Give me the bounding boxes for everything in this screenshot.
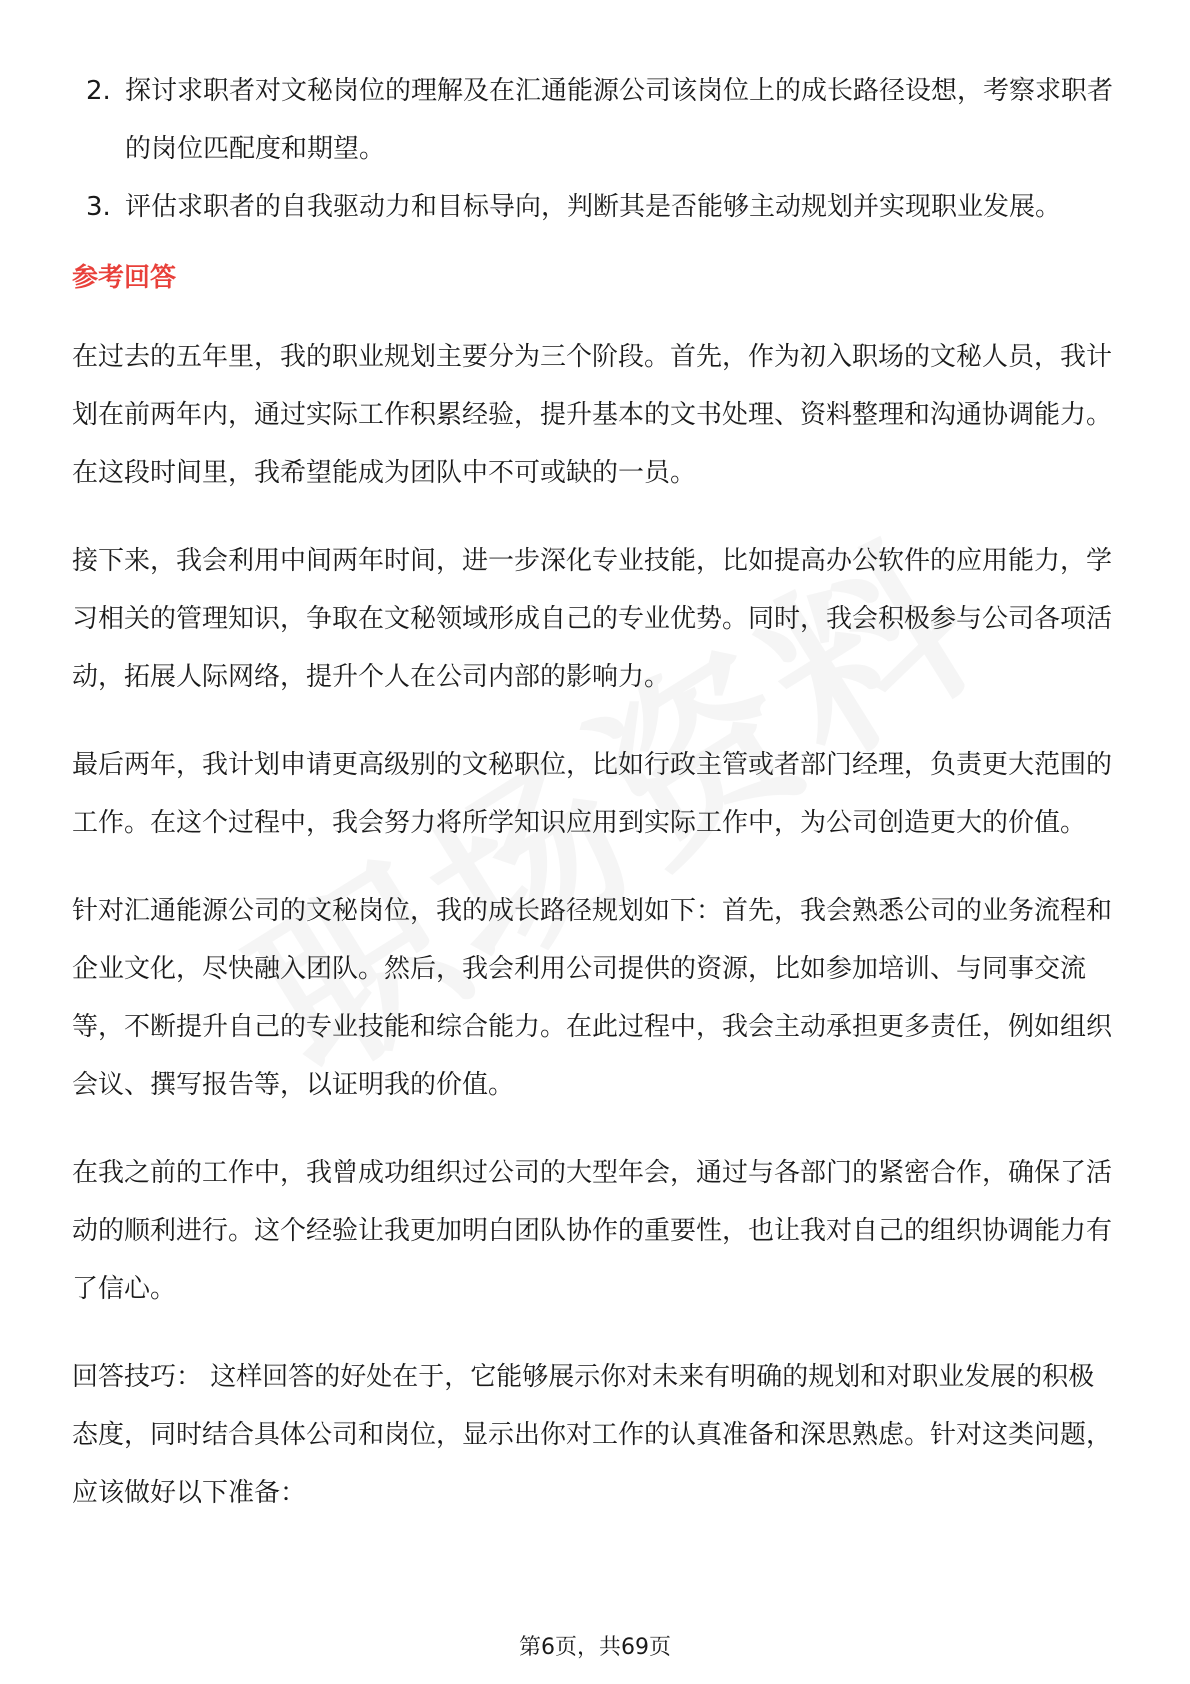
list-item bbox=[72, 62, 1118, 178]
answer-heading: 参考回答 bbox=[72, 263, 177, 293]
list-item bbox=[72, 178, 1118, 236]
list-item-number: 2. bbox=[86, 76, 111, 106]
answer-tips: 回答技巧： 这样回答的好处在于，它能够展示你对未来有明确的规划和对职业发展的积极态度，同时结合具体公司和岗位，显示出你对工作的认真准备和深思熟虑。针对这类问题，应该做好以下准备： bbox=[72, 1362, 1113, 1508]
answer-paragraph: 在过去的五年里，我的职业规划主要分为三个阶段。首先，作为初入职场的文秘人员，我计划在前两年内，通过实际工作积累经验，提升基本的文书处理、资料整理和沟通协调能力。在这段时间里，我希望能成为团队中不可或缺的一员。 bbox=[72, 342, 1113, 488]
evaluation-list bbox=[72, 62, 1118, 236]
list-item-number: 3. bbox=[86, 192, 111, 222]
page-footer: 第6页，共69页 bbox=[519, 1635, 671, 1660]
answer-paragraph: 最后两年，我计划申请更高级别的文秘职位，比如行政主管或者部门经理，负责更大范围的工作。在这个过程中，我会努力将所学知识应用到实际工作中，为公司创造更大的价值。 bbox=[72, 750, 1113, 838]
answer-paragraph: 针对汇通能源公司的文秘岗位，我的成长路径规划如下：首先，我会熟悉公司的业务流程和企业文化，尽快融入团队。然后，我会利用公司提供的资源，比如参加培训、与同事交流等，不断提升自己的专业技能和综合能力。在此过程中，我会主动承担更多责任，例如组织会议、撰写报告等，以证明我的价值。 bbox=[72, 896, 1113, 1100]
answer-paragraph: 在我之前的工作中，我曾成功组织过公司的大型年会，通过与各部门的紧密合作，确保了活动的顺利进行。这个经验让我更加明白团队协作的重要性，也让我对自己的组织协调能力有了信心。 bbox=[72, 1158, 1113, 1304]
answer-paragraph: 接下来，我会利用中间两年时间，进一步深化专业技能，比如提高办公软件的应用能力，学习相关的管理知识，争取在文秘领域形成自己的专业优势。同时，我会积极参与公司各项活动，拓展人际网络，提升个人在公司内部的影响力。 bbox=[72, 546, 1113, 692]
list-item-text: 探讨求职者对文秘岗位的理解及在汇通能源公司该岗位上的成长路径设想，考察求职者的岗位匹配度和期望。 bbox=[125, 76, 1114, 164]
list-item-text: 评估求职者的自我驱动力和目标导向，判断其是否能够主动规划并实现职业发展。 bbox=[125, 192, 1062, 222]
document-page bbox=[72, 62, 1118, 1522]
